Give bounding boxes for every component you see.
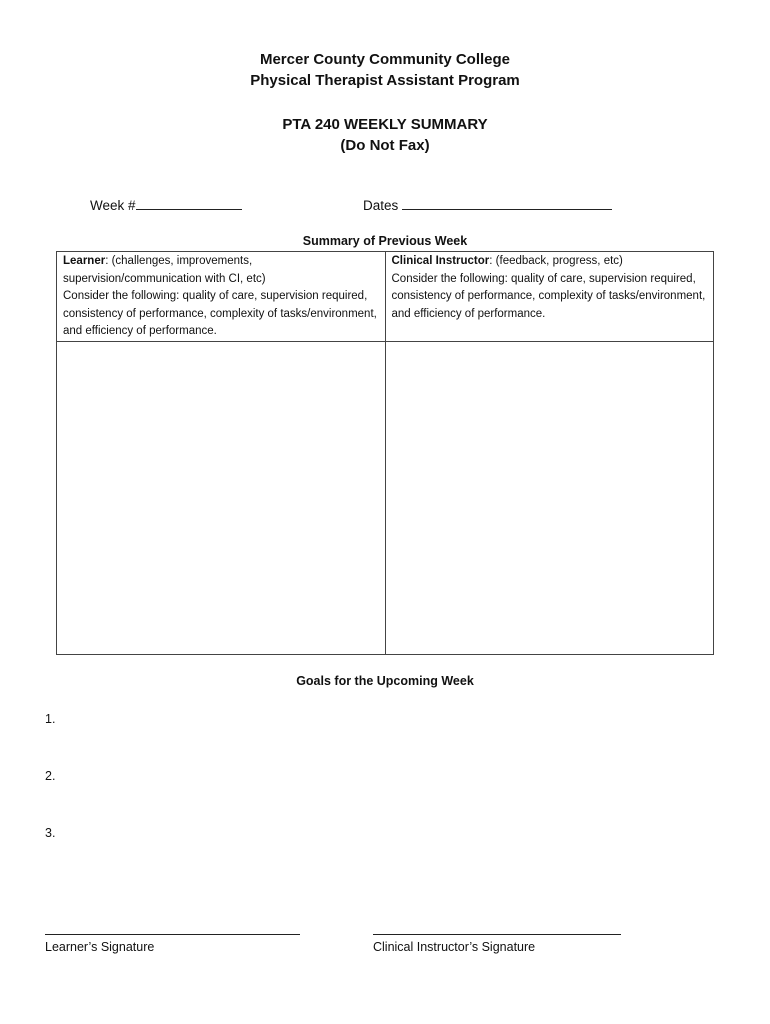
learner-signature-label: Learner’s Signature <box>45 940 155 954</box>
form-header <box>0 49 770 91</box>
dates-field <box>363 196 612 215</box>
goals-heading: Goals for the Upcoming Week <box>296 674 474 688</box>
institution-name: Mercer County Community College <box>259 51 511 68</box>
learner-description: : (challenges, improvements, supervision/communication with CI, etc) <box>63 255 266 285</box>
summary-heading: Summary of Previous Week <box>302 234 468 248</box>
summary-response-row <box>57 341 714 654</box>
learner-prompt-cell <box>57 252 386 342</box>
summary-table <box>56 251 714 655</box>
dates-input-line[interactable] <box>402 196 612 210</box>
ci-consider: Consider the following: quality of care, supervision required, consistency of performance, complexity of tasks/environment, and efficiency of performance. <box>391 272 706 320</box>
form-title: PTA 240 WEEKLY SUMMARY <box>282 116 488 133</box>
form-title-block <box>0 114 770 156</box>
goal-item-1: 1. <box>45 712 56 726</box>
program-name: Physical Therapist Assistant Program <box>250 72 520 89</box>
goal-item-3: 3. <box>45 826 56 840</box>
learner-response-area[interactable] <box>57 341 386 654</box>
dates-label: Dates <box>363 198 399 213</box>
ci-signature-label: Clinical Instructor’s Signature <box>373 940 536 954</box>
summary-prompt-row <box>57 252 714 342</box>
ci-label: Clinical Instructor <box>391 255 490 267</box>
goal-item-2: 2. <box>45 769 56 783</box>
ci-prompt-cell <box>385 252 714 342</box>
learner-signature-line[interactable] <box>45 934 300 935</box>
ci-response-area[interactable] <box>385 341 714 654</box>
week-field <box>90 196 242 215</box>
ci-description: : (feedback, progress, etc) <box>489 255 623 267</box>
form-note: (Do Not Fax) <box>340 137 430 154</box>
week-input-line[interactable] <box>136 196 242 210</box>
learner-label: Learner <box>63 255 106 267</box>
ci-signature-line[interactable] <box>373 934 621 935</box>
learner-consider: Consider the following: quality of care, supervision required, consistency of performance, complexity of tasks/environment, and efficiency of performance. <box>63 290 377 337</box>
week-label: Week # <box>90 198 136 213</box>
